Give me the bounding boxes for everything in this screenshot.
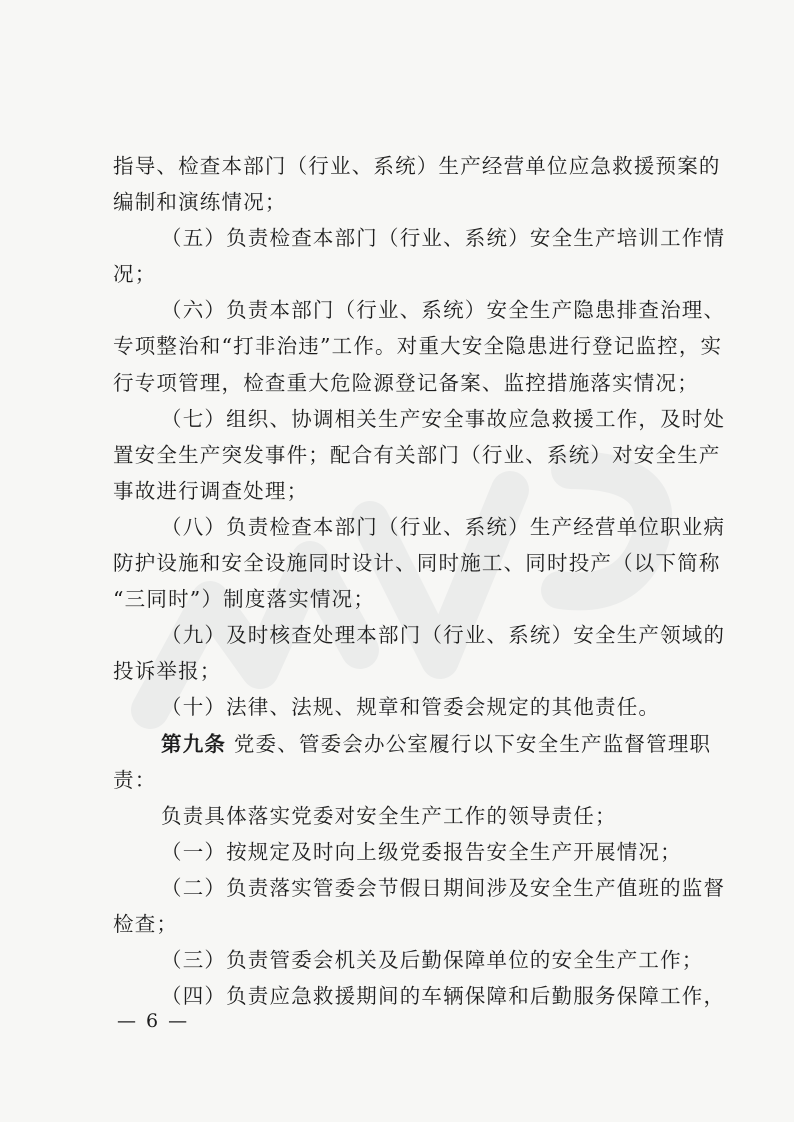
text-line: 责：	[113, 767, 157, 792]
page-number: — 6 —	[117, 1010, 190, 1032]
text-line: （八）负责检查本部门（行业、系统）生产经营单位职业病	[161, 514, 726, 539]
text-line: 负责具体落实党委对安全生产工作的领导责任；	[161, 803, 617, 828]
text-line: （九）及时核查处理本部门（行业、系统）安全生产领域的	[161, 623, 726, 648]
text-line: 投诉举报；	[113, 659, 222, 684]
article-text: 党委、管委会办公室履行以下安全生产监督管理职	[233, 731, 712, 756]
text-line: 编制和演练情况；	[113, 190, 287, 215]
text-line: 防护设施和安全设施同时设计、同时施工、同时投产（以下简称	[113, 551, 721, 576]
text-line: 况；	[113, 262, 157, 287]
text-line: （四）负责应急救援期间的车辆保障和后勤服务保障工作，	[161, 984, 726, 1009]
text-line: 行专项管理，检查重大危险源登记备案、监控措施落实情况；	[113, 370, 699, 395]
text-line: （六）负责本部门（行业、系统）安全生产隐患排查治理、	[161, 298, 726, 323]
text-line: 检查；	[113, 911, 179, 936]
text-line: （二）负责落实管委会节假日期间涉及安全生产值班的监督	[161, 875, 726, 900]
article-label: 第九条	[161, 731, 227, 756]
article-9-heading-line	[113, 726, 712, 762]
text-line: 指导、检查本部门（行业、系统）生产经营单位应急救援预案的	[113, 154, 721, 178]
document-body	[113, 148, 726, 1014]
text-line: （一）按规定及时向上级党委报告安全生产开展情况；	[161, 839, 682, 864]
text-line: （七）组织、协调相关生产安全事故应急救援工作，及时处	[161, 406, 726, 431]
text-line: （五）负责检查本部门（行业、系统）安全生产培训工作情	[161, 226, 726, 251]
text-line: 事故进行调查处理；	[113, 478, 309, 503]
text-line: 置安全生产突发事件；配合有关部门（行业、系统）对安全生产	[113, 442, 721, 467]
text-line: 专项整治和“打非治违”工作。对重大安全隐患进行登记监控，实	[113, 334, 723, 359]
text-line: （三）负责管委会机关及后勤保障单位的安全生产工作；	[161, 948, 704, 973]
text-line: （十）法律、法规、规章和管委会规定的其他责任。	[161, 695, 661, 720]
text-line: “三同时”）制度落实情况；	[113, 587, 376, 612]
